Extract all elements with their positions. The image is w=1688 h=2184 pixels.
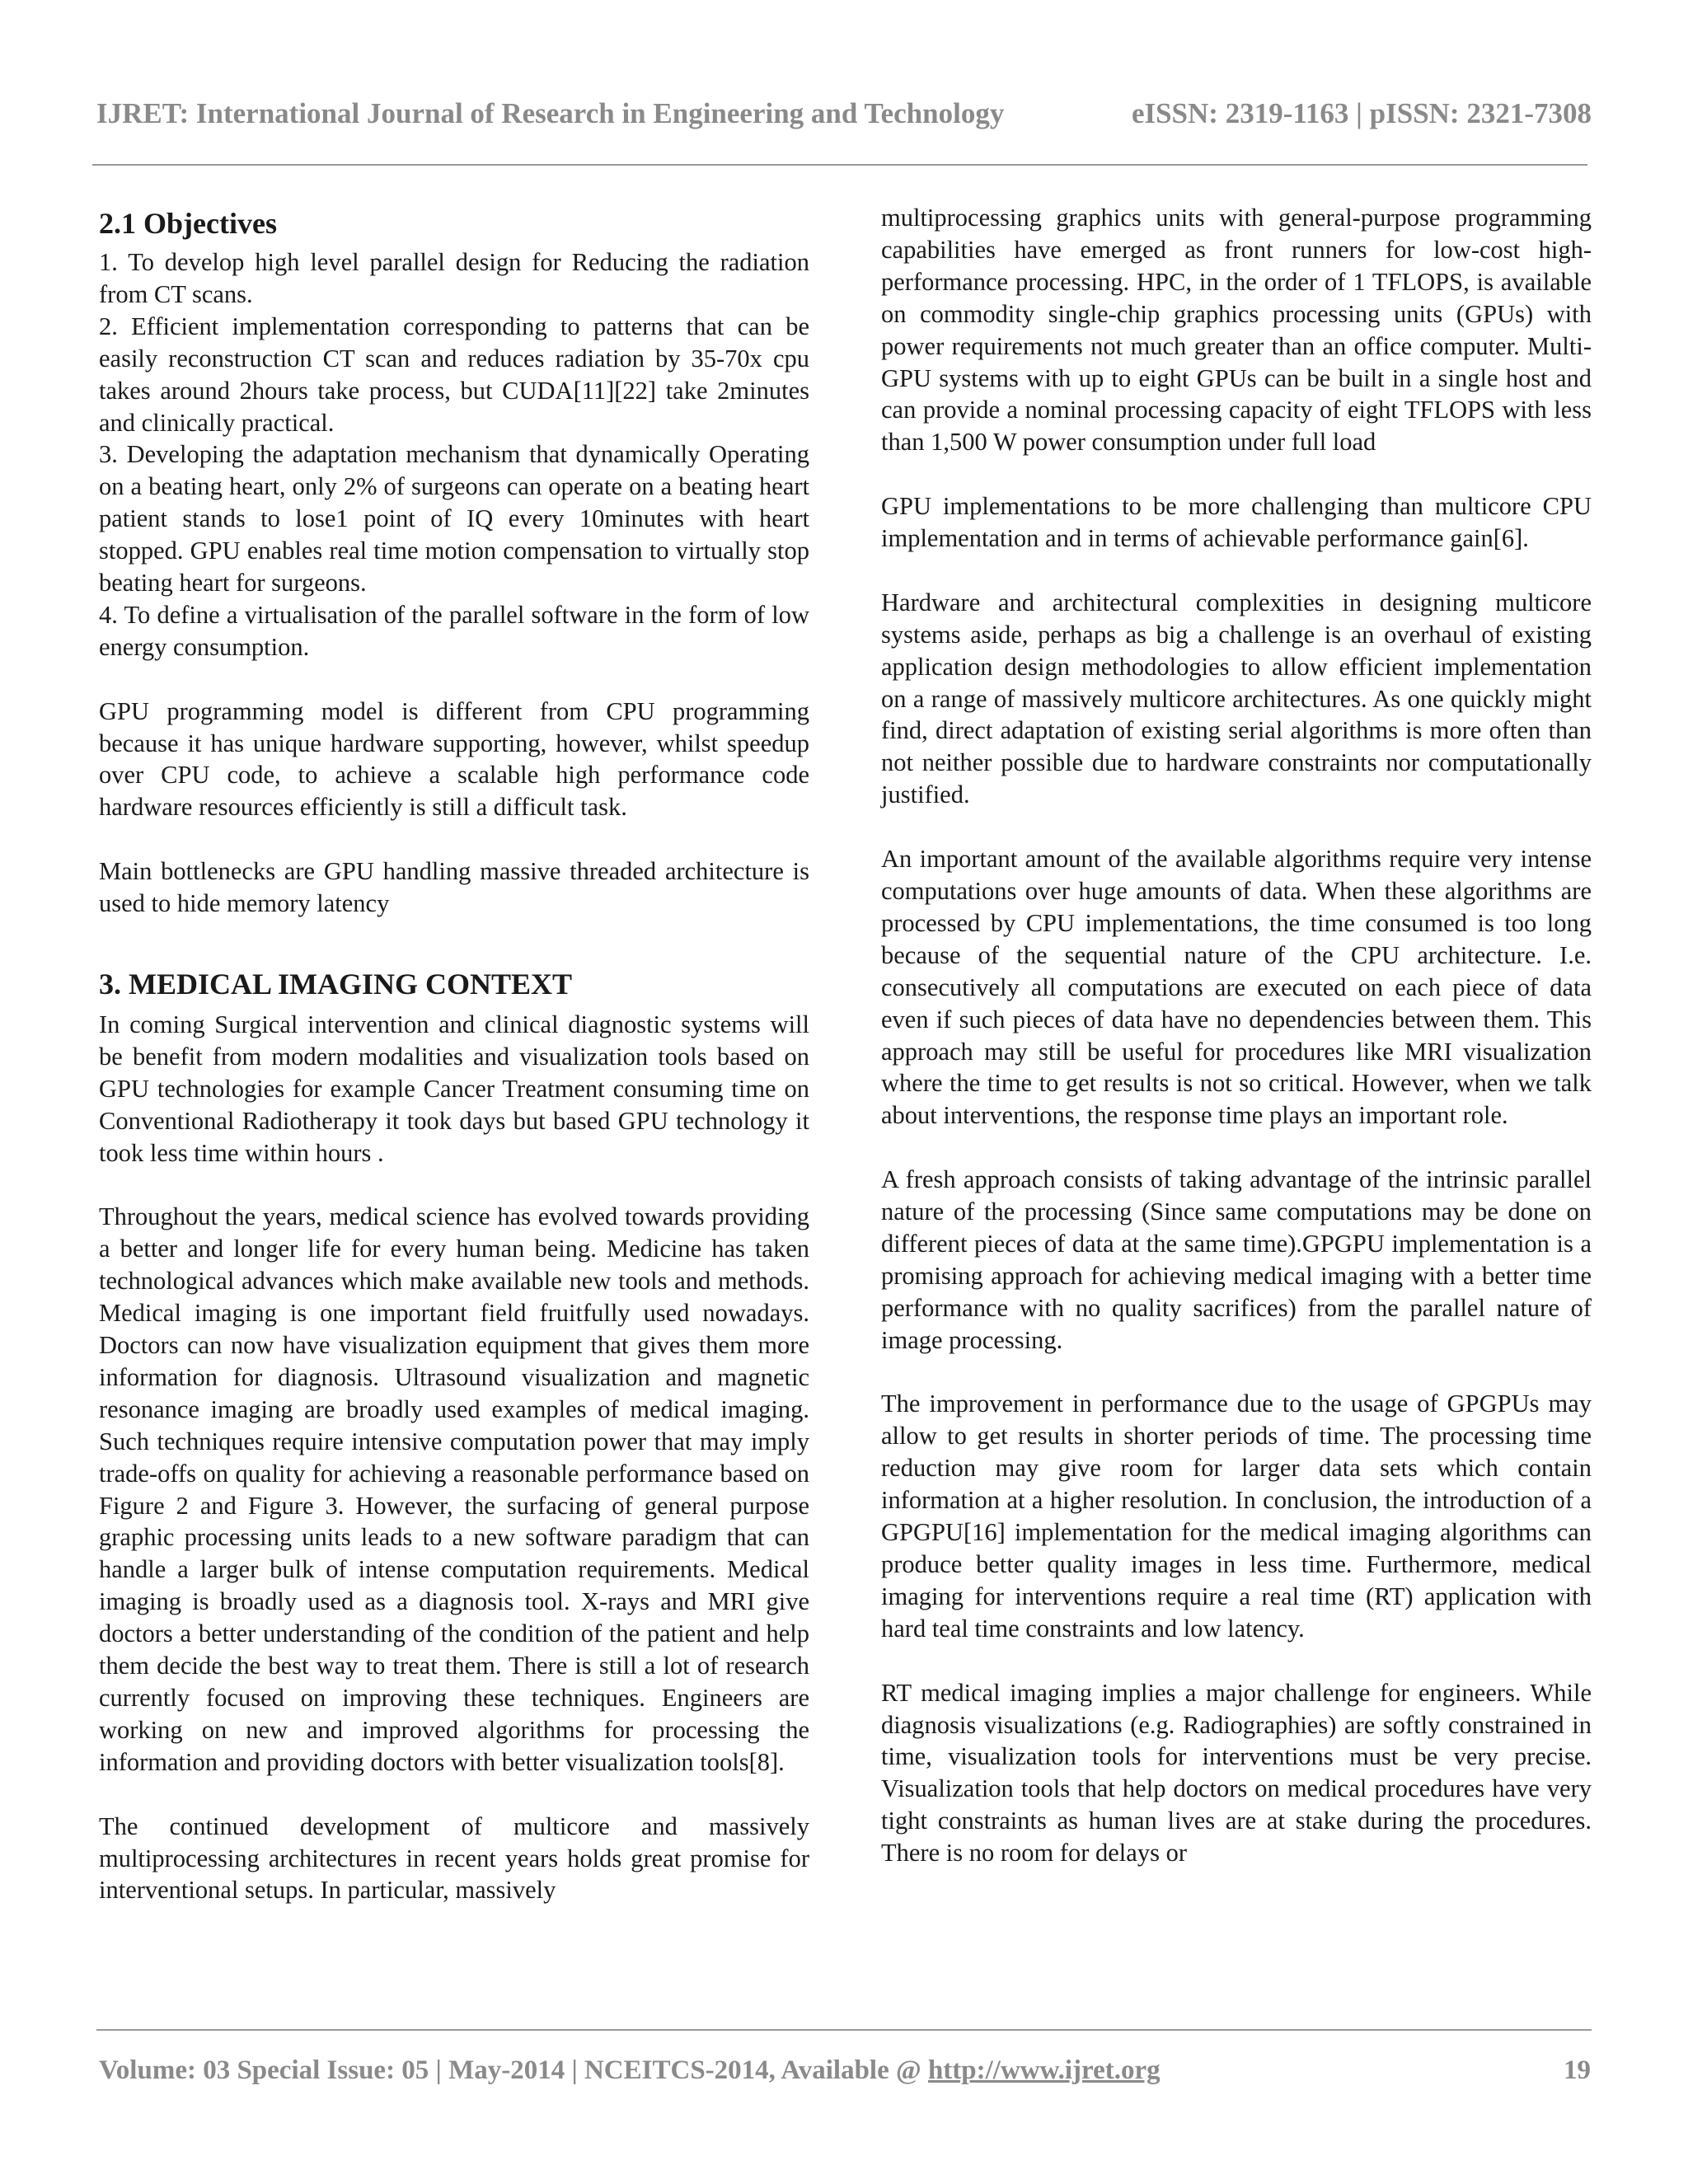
header-divider	[92, 164, 1587, 166]
page-footer	[99, 2055, 1591, 2093]
paragraph-gpu-programming-model: GPU programming model is different from CPU programming because it has unique hardware supporting, however, whilst speedup over CPU code, to achieve a scalable high performance code hardware resources efficiently is still a difficult task.	[99, 696, 809, 822]
right-column	[881, 202, 1592, 1869]
page-number: 19	[1564, 2055, 1591, 2085]
paragraph-bottlenecks: Main bottlenecks are GPU handling massive threaded architecture is used to hide memory latency	[99, 857, 809, 918]
objectives-heading: 2.1 Objectives	[99, 207, 277, 240]
paragraph-continued-development: The continued development of multicore and massively multiprocessing architectures in recent years holds great promise for interventional setups. In particular, massively	[99, 1811, 809, 1905]
objective-item-4: 4. To define a virtualisation of the parallel software in the form of low energy consumption.	[99, 600, 809, 661]
paragraph-context-intro: In coming Surgical intervention and clinical diagnostic systems will be benefit from modern modalities and visualization tools based on GPU technologies for example Cancer Treatment consuming time on Conventional Radiotherapy it took days but based GPU technology it took less time within hours .	[99, 1010, 809, 1167]
footer-divider	[96, 2029, 1592, 2031]
running-header	[96, 97, 1592, 138]
paragraph-improvement-performance: The improvement in performance due to the usage of GPGPUs may allow to get results in shorter periods of time. The processing time reduction may give room for larger data sets which contain information at a higher resolution. In conclusion, the introduction of a GPGPU[16] implementation for the medical imaging algorithms can produce better quality images in less time. Furthermore, medical imaging for interventions require a real time (RT) application with hard teal time constraints and low latency.	[881, 1390, 1592, 1643]
journal-title: IJRET: International Journal of Research in Engineering and Technology	[96, 97, 1005, 129]
paragraph-rt-medical-imaging: RT medical imaging implies a major challenge for engineers. While diagnosis visualizations (e.g. Radiographies) are softly constrained in time, visualization tools for interventions must be very precise. Visualization tools that help doctors on medical procedures have very tight constraints as human lives are at stake during the procedures. There is no room for delays or	[881, 1678, 1592, 1868]
paragraph-hardware-complexities: Hardware and architectural complexities in designing multicore systems aside, perhaps as big a challenge is an overhaul of existing application design methodologies to allow efficient implementation on a range of massively multicore architectures. As one quickly might find, direct adaptation of existing serial algorithms is more often than not neither possible due to hardware constraints nor computationally justified.	[881, 588, 1592, 809]
paragraph-fresh-approach: A fresh approach consists of taking advantage of the intrinsic parallel nature of the processing (Since same computations may be done on different pieces of data at the same time).GPGPU implementation is a promising approach for achieving medical imaging with a better time performance with no quality sacrifices) from the parallel nature of image processing.	[881, 1165, 1592, 1354]
paragraph-gpu-implementations: GPU implementations to be more challenging than multicore CPU implementation and in terms of achievable performance gain[6].	[881, 492, 1592, 553]
footer-publication-info	[99, 2055, 1160, 2086]
paragraph-throughout-the-years: Throughout the years, medical science has evolved towards providing a better and longer life for every human being. Medicine has taken technological advances which make available new tools and methods. Medical imaging is one important field fruitfully used nowadays. Doctors can now have visualization equipment that gives them more information for diagnosis. Ultrasound visualization and magnetic resonance imaging are broadly used examples of medical imaging. Such techniques require intensive computation power that may imply trade-offs on quality for achieving a reasonable performance based on Figure 2 and Figure 3. However, the surfacing of general purpose graphic processing units leads to a new software paradigm that can handle a larger bulk of intense computation requirements. Medical imaging is broadly used as a diagnosis tool. X-rays and MRI give doctors a better understanding of the condition of the patient and help them decide the best way to treat them. There is still a lot of research currently focused on improving these techniques. Engineers are working on new and improved algorithms for processing the information and providing doctors with better visualization tools[8].	[99, 1202, 809, 1776]
journal-website-link[interactable]: http://www.ijret.org	[927, 2055, 1160, 2085]
paragraph-multiprocessing-continuation: multiprocessing graphics units with general-purpose programming capabilities have emerged as front runners for low-cost high-performance processing. HPC, in the order of 1 TFLOPS, is available on commodity single-chip graphics processing units (GPUs) with power requirements not much greater than an office computer. Multi-GPU systems with up to eight GPUs can be built in a single host and can provide a nominal processing capacity of eight TFLOPS with less than 1,500 W power consumption under full load	[881, 204, 1592, 457]
paragraph-important-amount: An important amount of the available algorithms require very intense computations over huge amounts of data. When these algorithms are processed by CPU implementations, the time consumed is too long because of the sequential nature of the CPU architecture. I.e. consecutively all computations are executed on each piece of data even if such pieces of data have no dependencies between them. This approach may still be useful for procedures like MRI visualization where the time to get results is not so critical. However, when we talk about interventions, the response time plays an important role.	[881, 845, 1592, 1130]
footer-issue-text: Volume: 03 Special Issue: 05 | May-2014 | NCEITCS-2014, Available @	[99, 2055, 928, 2085]
objective-item-1: 1. To develop high level parallel design for Reducing the radiation from CT scans.	[99, 248, 809, 308]
left-column	[99, 202, 809, 1906]
objective-item-2: 2. Efficient implementation corresponding to patterns that can be easily reconstruction CT scan and reduces radiation by 35-70x cpu takes around 2hours take process, but CUDA[11][22] take 2minutes and clinically practical.	[99, 312, 809, 437]
medical-imaging-context-heading: 3. MEDICAL IMAGING CONTEXT	[99, 968, 573, 1001]
objective-item-3: 3. Developing the adaptation mechanism that dynamically Operating on a beating heart, only 2% of surgeons can operate on a beating heart patient stands to lose1 point of IQ every 10minutes with heart stopped. GPU enables real time motion compensation to virtually stop beating heart for surgeons.	[99, 440, 809, 598]
issn-numbers: eISSN: 2319-1163 | pISSN: 2321-7308	[1131, 97, 1592, 129]
